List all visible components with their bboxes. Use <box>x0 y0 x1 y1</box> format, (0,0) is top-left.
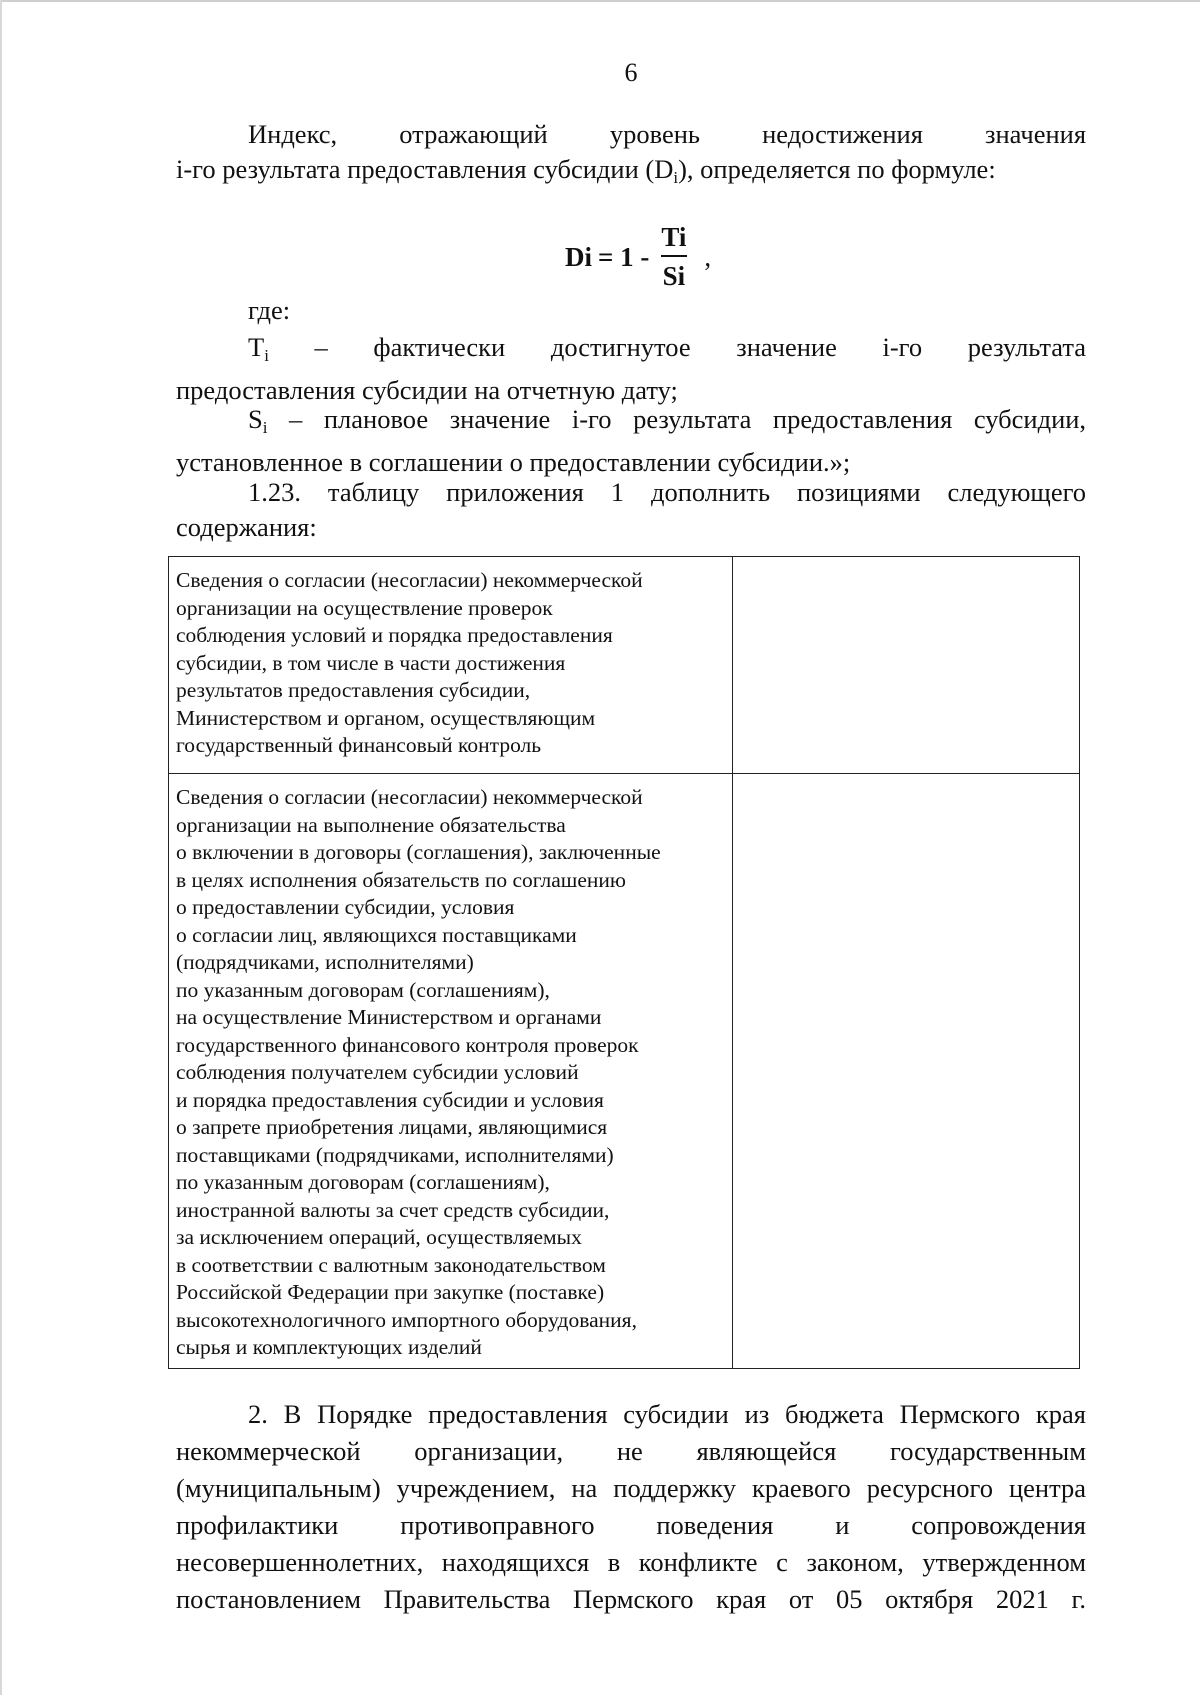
cell-text-line: сырья и комплектующих изделий <box>176 1335 482 1359</box>
table-cell-value <box>733 557 1080 774</box>
item-1-23 <box>176 475 1086 545</box>
word: i-го <box>882 332 923 362</box>
cell-text-line: по указанным договорам (соглашениям), <box>176 1170 550 1194</box>
formula-numerator: Ti <box>661 222 687 252</box>
cell-text-line: в соответствии с валютным законодательством <box>176 1252 606 1277</box>
cell-text-line: иностранной валюты за счет средств субсидии, <box>176 1197 610 1222</box>
item-2 <box>176 1396 1086 1618</box>
text: ), определяется по формуле: <box>678 154 996 184</box>
formula-denominator: Si <box>662 261 686 291</box>
formula-lhs: Di <box>565 241 592 272</box>
appendix-table <box>168 556 1080 1369</box>
cell-text-line: соблюдения условий и порядка предоставления <box>176 623 613 647</box>
cell-text-line: субсидии, в том числе в части достижения <box>176 650 566 675</box>
cell-text-line: по указанным договорам (соглашениям), <box>176 977 550 1002</box>
word: 1 <box>610 477 625 507</box>
ti-definition <box>176 330 1086 408</box>
word: приложения <box>446 477 584 507</box>
scan-edge-top <box>0 0 1200 2</box>
cell-text-line: за исключением операций, осуществляемых <box>176 1225 582 1249</box>
word: i-го <box>571 404 612 434</box>
symbol <box>248 332 269 365</box>
word: плановое <box>323 404 429 434</box>
symbol-letter: S <box>248 404 263 434</box>
table-row <box>169 557 1080 774</box>
cell-text-line: о предоставлении субсидии, условия <box>176 895 515 919</box>
item-2-line: профилактики противоправного поведения и сопровождения <box>176 1510 1086 1540</box>
ti-line-2: предоставления субсидии на отчетную дату; <box>176 375 678 405</box>
cell-text-line: организации на осуществление проверок <box>176 595 553 620</box>
item-2-line: постановлением Правительства Пермского края от 05 октября 2021 г. <box>176 1584 1086 1614</box>
where-label <box>176 293 1086 328</box>
item-2-line: несовершеннолетних, находящихся в конфликте с законом, утвержденном <box>176 1547 1086 1577</box>
index-line-1 <box>176 117 1086 152</box>
item-2-line: 2. В Порядке предоставления субсидии из бюджета Пермского края <box>248 1399 1086 1429</box>
word: позициями <box>796 477 921 507</box>
si-line-1 <box>176 402 1086 445</box>
word: дополнить <box>650 477 771 507</box>
cell-text-line: государственного финансового контроля проверок <box>176 1032 639 1057</box>
cell-text-line: организации на выполнение обязательства <box>176 812 566 837</box>
cell-text-line: Российской Федерации при закупке (поставке) <box>176 1280 605 1304</box>
table-cell-description <box>169 557 733 774</box>
word: уровень <box>609 119 700 149</box>
word: 1.23. <box>248 477 301 507</box>
page-number: 6 <box>624 58 638 87</box>
word: значения <box>985 119 1087 149</box>
cell-text-line: высокотехнологичного импортного оборудования, <box>176 1307 637 1332</box>
symbol-letter: T <box>248 332 265 362</box>
si-definition <box>176 402 1086 480</box>
formula-fraction <box>659 222 688 292</box>
word: достигнутое <box>550 332 691 362</box>
cell-text-line: поставщиками (подрядчиками, исполнителями) <box>176 1142 614 1167</box>
cell-text-line: соблюдения получателем субсидии условий <box>176 1060 579 1084</box>
subscript: i <box>673 168 679 187</box>
index-line-2 <box>176 152 1086 195</box>
word: недостижения <box>762 119 923 149</box>
formula <box>565 222 711 292</box>
word: результата <box>633 404 752 434</box>
item-1-23-line-2: содержания: <box>176 512 317 542</box>
cell-text-line: (подрядчиками, исполнителями) <box>176 950 474 974</box>
table-cell-description <box>169 774 733 1369</box>
cell-text-line: Министерством и органом, осуществляющим <box>176 705 596 730</box>
word: Индекс, <box>248 119 338 149</box>
cell-text-line: государственный финансовый контроль <box>176 733 542 757</box>
cell-text-line: о запрете приобретения лицами, являющимися <box>176 1115 608 1139</box>
cell-text-line: на осуществление Министерством и органами <box>176 1005 602 1029</box>
table-cell-value <box>733 774 1080 1369</box>
word: – <box>314 332 328 362</box>
symbol <box>248 404 268 437</box>
word: субсидии, <box>973 404 1087 434</box>
word: результата <box>967 332 1087 362</box>
word: следующего <box>947 477 1087 507</box>
word: таблицу <box>327 477 420 507</box>
text: i-го результата предоставления субсидии (D <box>176 154 674 184</box>
cell-text-line: результатов предоставления субсидии, <box>176 678 531 702</box>
word: предоставления <box>772 404 953 434</box>
ti-line-1 <box>176 330 1086 373</box>
word: – <box>289 404 303 434</box>
item-2-line: некоммерческой организации, не являющейся государственным <box>176 1436 1086 1466</box>
subscript: i <box>262 418 268 437</box>
formula-comma: , <box>704 241 712 272</box>
cell-text-line: о согласии лиц, являющихся поставщиками <box>176 922 577 947</box>
formula-equals-one-minus: = 1 - <box>598 241 650 272</box>
where-text: где: <box>248 295 291 325</box>
word: отражающий <box>399 119 548 149</box>
cell-text-line: Сведения о согласии (несогласии) некоммерческой <box>176 568 643 592</box>
item-2-line: (муниципальным) учреждением, на поддержку краевого ресурсного центра <box>176 1473 1086 1503</box>
word: значение <box>736 332 837 362</box>
cell-text-line: о включении в договоры (соглашения), заключенные <box>176 840 661 864</box>
word: значение <box>449 404 551 434</box>
subscript: i <box>264 346 269 365</box>
cell-text-line: Сведения о согласии (несогласии) некоммерческой <box>176 785 643 809</box>
table-row <box>169 774 1080 1369</box>
scan-edge-left <box>0 0 2 1695</box>
cell-text-line: в целях исполнения обязательств по соглашению <box>176 867 626 892</box>
item-1-23-line-1 <box>176 475 1086 510</box>
cell-text-line: и порядка предоставления субсидии и условия <box>176 1087 604 1112</box>
index-paragraph <box>176 117 1086 195</box>
si-line-2: установленное в соглашении о предоставлении субсидии.»; <box>176 447 851 477</box>
word: фактически <box>373 332 506 362</box>
